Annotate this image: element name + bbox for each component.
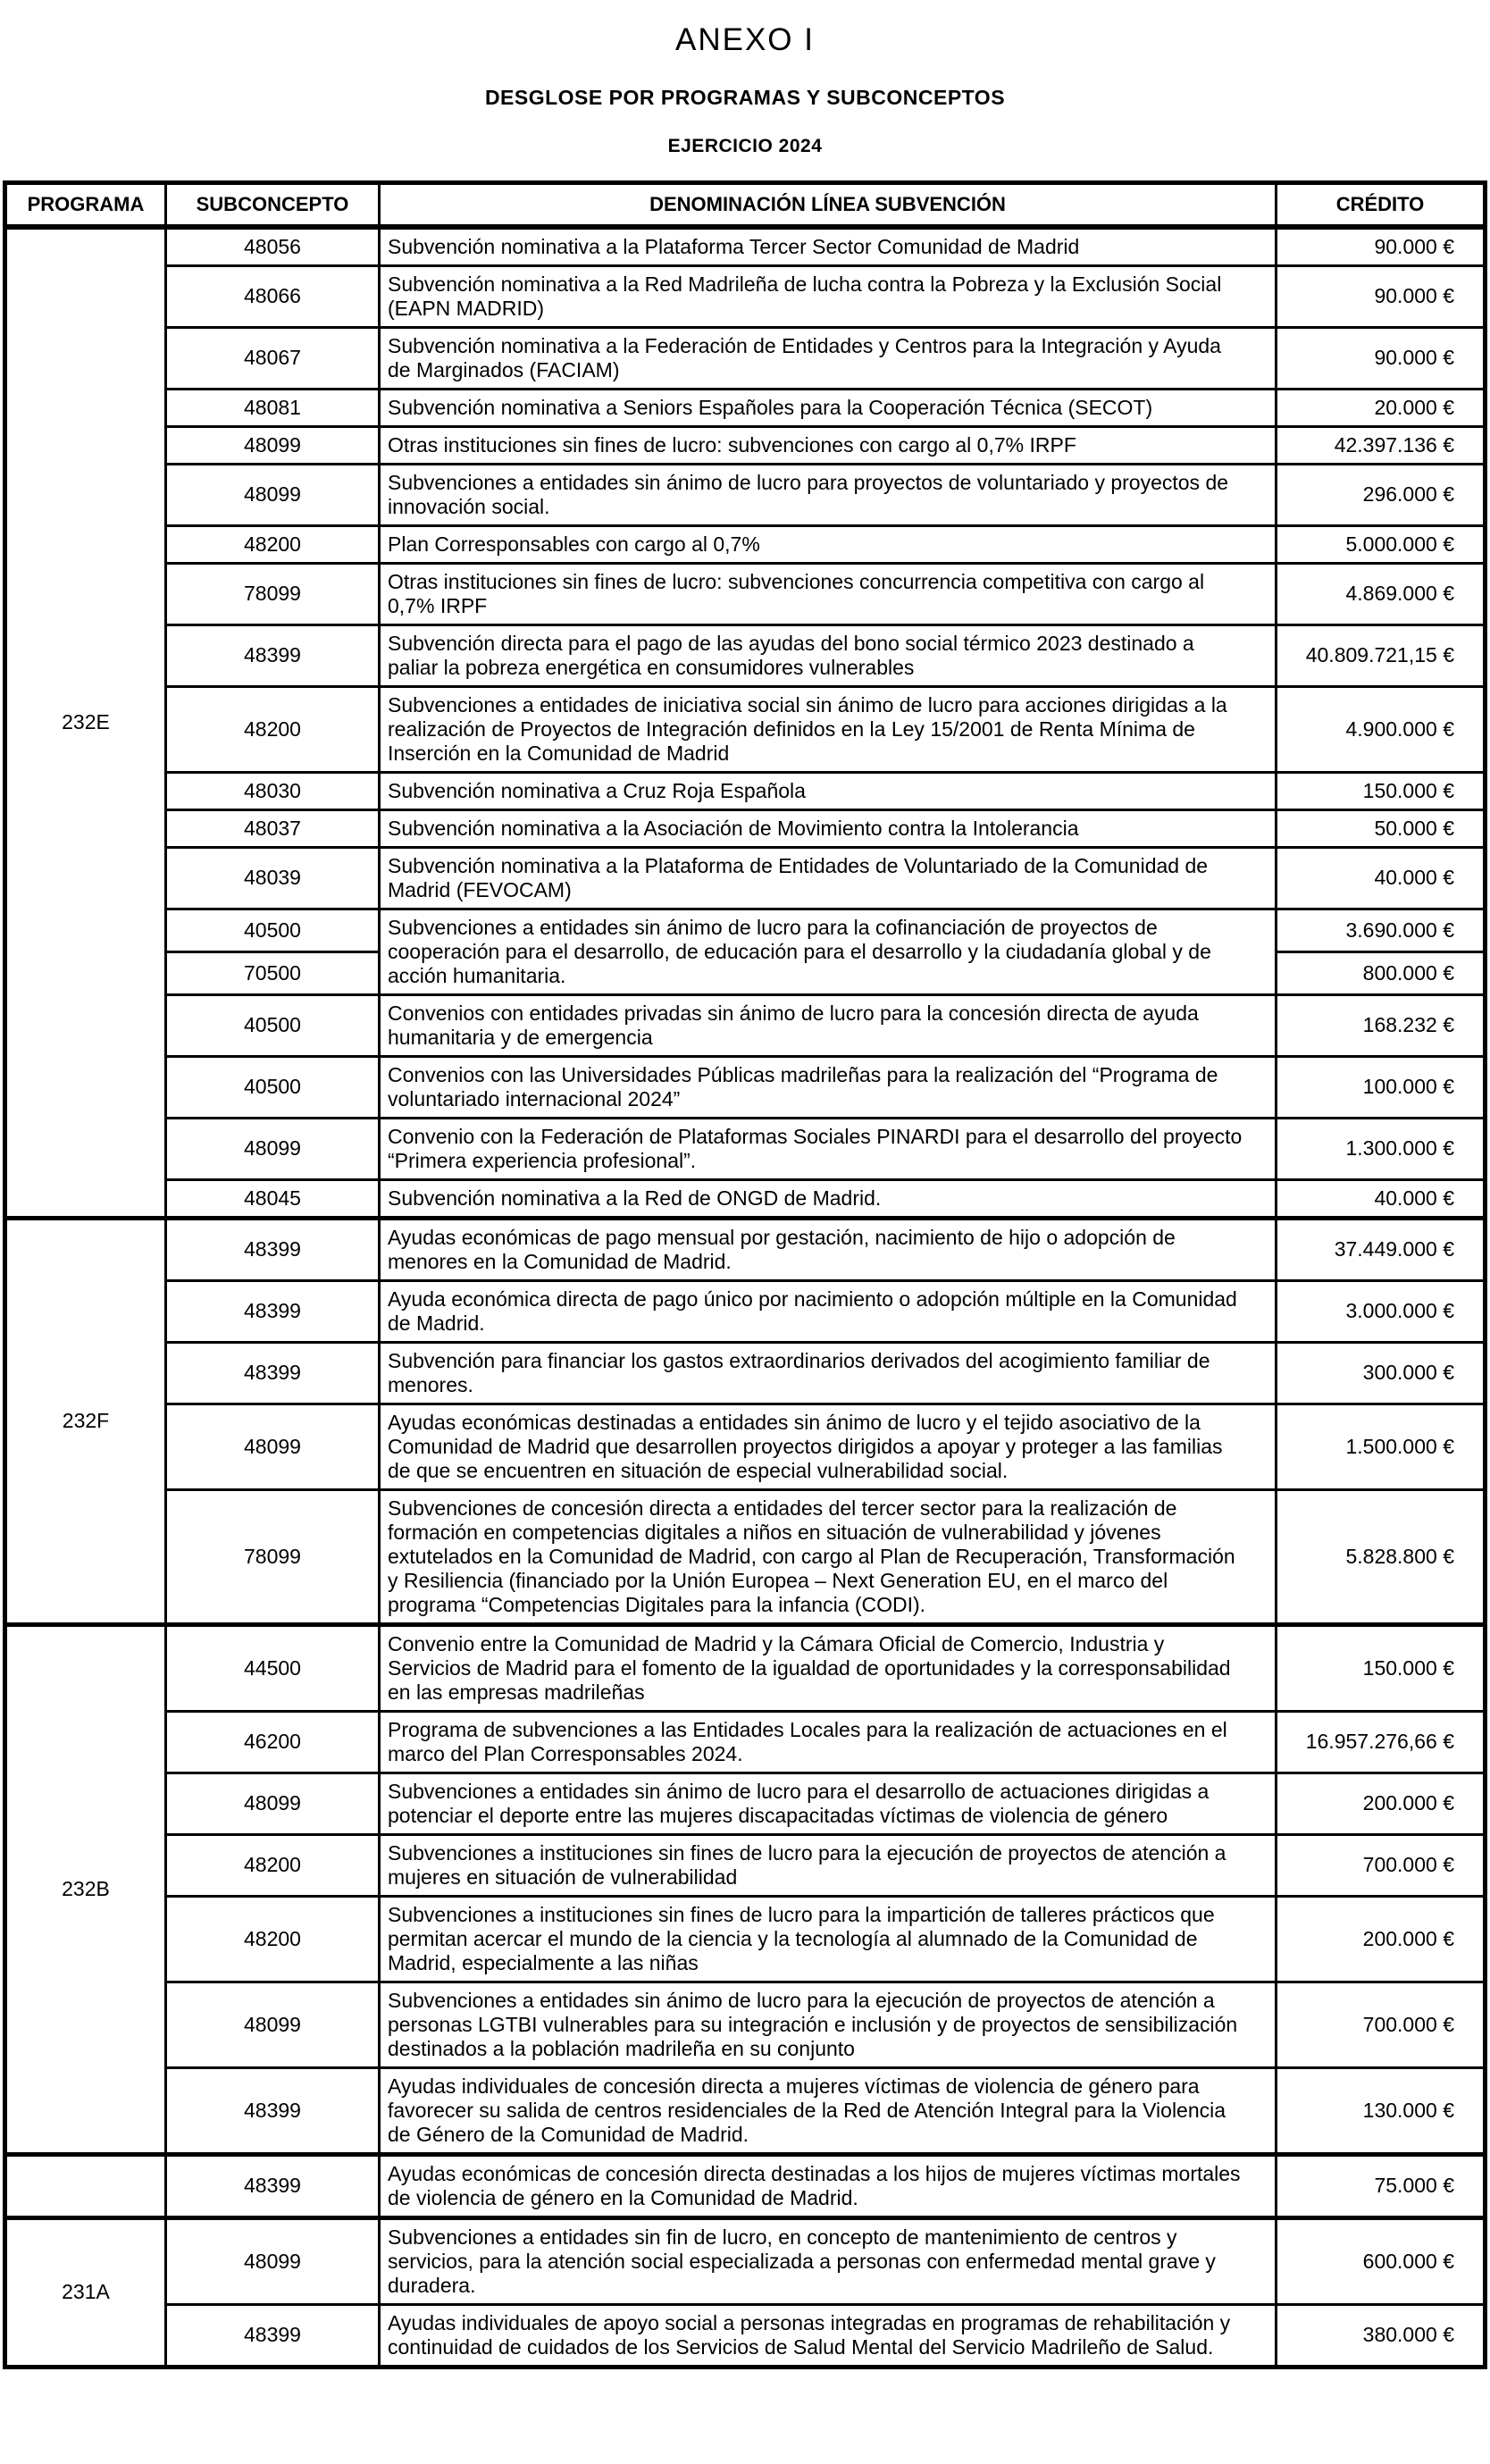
- denominacion-cell: Subvenciones de concesión directa a entidades del tercer sector para la realización de formación en competencias digitales a niños en situación de vulnerabilidad y jóvenes extutelados en la Comunidad de Madrid, con cargo al Plan de Recuperación, Transformación y Resiliencia (financiado por la Unión Europea – Next Generation EU, en el marco del programa “Competencias Digitales para la infancia (CODI).: [380, 1489, 1277, 1624]
- table-header: [5, 182, 1486, 227]
- subconcepto-cell: 48099: [166, 426, 380, 464]
- subconcepto-cell: 44500: [166, 1624, 380, 1711]
- table-row: [5, 1404, 1486, 1489]
- denominacion-cell: Convenios con las Universidades Públicas madrileñas para la realización del “Programa de voluntariado internacional 2024”: [380, 1056, 1277, 1118]
- denominacion-cell: Subvención para financiar los gastos extraordinarios derivados del acogimiento familiar de menores.: [380, 1342, 1277, 1404]
- subconcepto-cell: 48399: [166, 2304, 380, 2367]
- table-row: [5, 1280, 1486, 1342]
- credito-cell: 100.000 €: [1277, 1056, 1486, 1118]
- denominacion-cell: Subvenciones a entidades sin fin de lucro, en concepto de mantenimiento de centros y servicios, para la atención social especializada a personas con enfermedad mental grave y duradera.: [380, 2217, 1277, 2304]
- table-row: [5, 2067, 1486, 2154]
- credito-cell: 37.449.000 €: [1277, 1218, 1486, 1280]
- credito-cell: 3.690.000 €: [1277, 909, 1486, 951]
- subconcepto-cell: 48067: [166, 327, 380, 389]
- page-subtitle: DESGLOSE POR PROGRAMAS Y SUBCONCEPTOS: [484, 85, 1006, 109]
- denominacion-cell: Ayuda económica directa de pago único por nacimiento o adopción múltiple en la Comunidad de Madrid.: [380, 1280, 1277, 1342]
- subconcepto-cell: 48399: [166, 1218, 380, 1280]
- table-row: [5, 389, 1486, 426]
- credito-cell: 1.500.000 €: [1277, 1404, 1486, 1489]
- credito-cell: 600.000 €: [1277, 2217, 1486, 2304]
- denominacion-cell: Subvención nominativa a Cruz Roja Española: [380, 772, 1277, 809]
- subconcepto-cell: 48200: [166, 525, 380, 563]
- credito-cell: 150.000 €: [1277, 772, 1486, 809]
- programa-cell: 232E: [5, 227, 166, 1219]
- subconcepto-cell: 48099: [166, 464, 380, 525]
- credito-cell: 90.000 €: [1277, 265, 1486, 327]
- table-row: [5, 909, 1486, 951]
- credito-cell: 42.397.136 €: [1277, 426, 1486, 464]
- denominacion-cell: Plan Corresponsables con cargo al 0,7%: [380, 525, 1277, 563]
- table-row: [5, 525, 1486, 563]
- denominacion-cell: Subvención nominativa a la Federación de Entidades y Centros para la Integración y Ayuda de Marginados (FACIAM): [380, 327, 1277, 389]
- subconcepto-cell: 46200: [166, 1711, 380, 1773]
- table-row: [5, 327, 1486, 389]
- header-denominacion: DENOMINACIÓN LÍNEA SUBVENCIÓN: [380, 182, 1277, 227]
- subconcepto-cell: 48066: [166, 265, 380, 327]
- denominacion-cell: Convenio con la Federación de Plataformas Sociales PINARDI para el desarrollo del proyecto “Primera experiencia profesional”.: [380, 1118, 1277, 1179]
- table-row: [5, 426, 1486, 464]
- subconcepto-cell: 48200: [166, 1834, 380, 1896]
- credito-cell: 1.300.000 €: [1277, 1118, 1486, 1179]
- subconcepto-cell: 48081: [166, 389, 380, 426]
- table-row: [5, 686, 1486, 772]
- credito-cell: 800.000 €: [1277, 951, 1486, 994]
- table-row: [5, 227, 1486, 266]
- subconcepto-cell: 48399: [166, 624, 380, 686]
- table-row: [5, 1056, 1486, 1118]
- table-row: [5, 1773, 1486, 1834]
- denominacion-cell: Ayudas individuales de apoyo social a personas integradas en programas de rehabilitación y continuidad de cuidados de los Servicios de Salud Mental del Servicio Madrileño de Salud.: [380, 2304, 1277, 2367]
- subconcepto-cell: 48039: [166, 847, 380, 909]
- subconcepto-cell: 78099: [166, 1489, 380, 1624]
- subconcepto-cell: 48099: [166, 2217, 380, 2304]
- table-row: [5, 1624, 1486, 1711]
- denominacion-cell: Subvención nominativa a la Plataforma Tercer Sector Comunidad de Madrid: [380, 227, 1277, 266]
- denominacion-cell: Subvenciones a instituciones sin fines de lucro para la ejecución de proyectos de atención a mujeres en situación de vulnerabilidad: [380, 1834, 1277, 1896]
- table-row: [5, 772, 1486, 809]
- credito-cell: 40.809.721,15 €: [1277, 624, 1486, 686]
- subconcepto-cell: 48399: [166, 2067, 380, 2154]
- credito-cell: 90.000 €: [1277, 327, 1486, 389]
- table-row: [5, 2304, 1486, 2367]
- credito-cell: 380.000 €: [1277, 2304, 1486, 2367]
- table-row: [5, 847, 1486, 909]
- credito-cell: 200.000 €: [1277, 1896, 1486, 1982]
- table-row: [5, 464, 1486, 525]
- header-credito: CRÉDITO: [1277, 182, 1486, 227]
- subconcepto-cell: 48399: [166, 1280, 380, 1342]
- denominacion-cell: Convenio entre la Comunidad de Madrid y la Cámara Oficial de Comercio, Industria y Servicios de Madrid para el fomento de la igualdad de oportunidades y la corresponsabilidad en las empresas madrileñas: [380, 1624, 1277, 1711]
- denominacion-cell: Subvenciones a entidades sin ánimo de lucro para la ejecución de proyectos de atención a personas LGTBI vulnerables para su integración e inclusión y de proyectos de sensibilización destinados a la población madrileña en su conjunto: [380, 1982, 1277, 2067]
- credito-cell: 700.000 €: [1277, 1834, 1486, 1896]
- table-row: [5, 1179, 1486, 1218]
- credito-cell: 150.000 €: [1277, 1624, 1486, 1711]
- table-row: [5, 2217, 1486, 2304]
- denominacion-cell: Subvenciones a instituciones sin fines de lucro para la impartición de talleres prácticos que permitan acercar el mundo de la ciencia y la tecnología al alumnado de la Comunidad de Madrid, especialmente a las niñas: [380, 1896, 1277, 1982]
- subconcepto-cell: 48045: [166, 1179, 380, 1218]
- subconcepto-cell: 48099: [166, 1404, 380, 1489]
- subconcepto-cell: 40500: [166, 994, 380, 1056]
- credito-cell: 5.828.800 €: [1277, 1489, 1486, 1624]
- denominacion-cell: Ayudas económicas de pago mensual por gestación, nacimiento de hijo o adopción de menores en la Comunidad de Madrid.: [380, 1218, 1277, 1280]
- credito-cell: 4.869.000 €: [1277, 563, 1486, 624]
- credito-cell: 130.000 €: [1277, 2067, 1486, 2154]
- table-row: [5, 1834, 1486, 1896]
- subconcepto-cell: 48399: [166, 2154, 380, 2217]
- credito-cell: 300.000 €: [1277, 1342, 1486, 1404]
- credito-cell: 3.000.000 €: [1277, 1280, 1486, 1342]
- table-row: [5, 563, 1486, 624]
- credito-cell: 40.000 €: [1277, 1179, 1486, 1218]
- table-row: [5, 1218, 1486, 1280]
- subconcepto-cell: 70500: [166, 951, 380, 994]
- denominacion-cell: Subvención directa para el pago de las ayudas del bono social térmico 2023 destinado a paliar la pobreza energética en consumidores vulnerables: [380, 624, 1277, 686]
- subconcepto-cell: 48099: [166, 1982, 380, 2067]
- table-row: [5, 994, 1486, 1056]
- denominacion-cell: Subvención nominativa a la Red Madrileña de lucha contra la Pobreza y la Exclusión Social (EAPN MADRID): [380, 265, 1277, 327]
- subconcepto-cell: 48399: [166, 1342, 380, 1404]
- credito-cell: 50.000 €: [1277, 809, 1486, 847]
- denominacion-cell: Subvención nominativa a la Asociación de Movimiento contra la Intolerancia: [380, 809, 1277, 847]
- denominacion-cell: Ayudas económicas destinadas a entidades sin ánimo de lucro y el tejido asociativo de la Comunidad de Madrid que desarrollen proyectos dirigidos a apoyar y proteger a las familias de que se encuentren en situación de especial vulnerabilidad social.: [380, 1404, 1277, 1489]
- table-header-row: [5, 182, 1486, 227]
- table-row: [5, 265, 1486, 327]
- credito-cell: 5.000.000 €: [1277, 525, 1486, 563]
- subconcepto-cell: 48099: [166, 1773, 380, 1834]
- credito-cell: 40.000 €: [1277, 847, 1486, 909]
- table-row: [5, 809, 1486, 847]
- subconcepto-cell: 40500: [166, 909, 380, 951]
- denominacion-cell: Subvención nominativa a Seniors Españoles para la Cooperación Técnica (SECOT): [380, 389, 1277, 426]
- denominacion-cell: Subvenciones a entidades sin ánimo de lucro para proyectos de voluntariado y proyectos de innovación social.: [380, 464, 1277, 525]
- table-row: [5, 1982, 1486, 2067]
- denominacion-cell: Subvenciones a entidades de iniciativa social sin ánimo de lucro para acciones dirigidas a la realización de Proyectos de Integración definidos en la Ley 15/2001 de Renta Mínima de Inserción en la Comunidad de Madrid: [380, 686, 1277, 772]
- subconcepto-cell: 48030: [166, 772, 380, 809]
- table-row: [5, 1896, 1486, 1982]
- denominacion-cell: Ayudas económicas de concesión directa destinadas a los hijos de mujeres víctimas mortales de violencia de género en la Comunidad de Madrid.: [380, 2154, 1277, 2217]
- denominacion-cell: Programa de subvenciones a las Entidades Locales para la realización de actuaciones en el marco del Plan Corresponsables 2024.: [380, 1711, 1277, 1773]
- programa-cell: [5, 2154, 166, 2217]
- credito-cell: 90.000 €: [1277, 227, 1486, 266]
- denominacion-cell: Subvención nominativa a la Plataforma de Entidades de Voluntariado de la Comunidad de Madrid (FEVOCAM): [380, 847, 1277, 909]
- subconcepto-cell: 48099: [166, 1118, 380, 1179]
- denominacion-cell: Subvenciones a entidades sin ánimo de lucro para el desarrollo de actuaciones dirigidas a potenciar el deporte entre las mujeres discapacitadas víctimas de violencia de género: [380, 1773, 1277, 1834]
- denominacion-cell: Convenios con entidades privadas sin ánimo de lucro para la concesión directa de ayuda humanitaria y de emergencia: [380, 994, 1277, 1056]
- programa-cell: 231A: [5, 2217, 166, 2367]
- table-row: [5, 1342, 1486, 1404]
- credito-cell: 20.000 €: [1277, 389, 1486, 426]
- subconcepto-cell: 48056: [166, 227, 380, 266]
- credito-cell: 700.000 €: [1277, 1982, 1486, 2067]
- table-row: [5, 1489, 1486, 1624]
- credito-cell: 168.232 €: [1277, 994, 1486, 1056]
- credito-cell: 75.000 €: [1277, 2154, 1486, 2217]
- denominacion-cell: Otras instituciones sin fines de lucro: subvenciones con cargo al 0,7% IRPF: [380, 426, 1277, 464]
- page-exercise-year: EJERCICIO 2024: [667, 135, 823, 156]
- header-programa: PROGRAMA: [5, 182, 166, 227]
- programa-cell: 232F: [5, 1218, 166, 1624]
- table-body: [5, 227, 1486, 2368]
- table-row: [5, 2154, 1486, 2217]
- credito-cell: 296.000 €: [1277, 464, 1486, 525]
- header-subconcepto: SUBCONCEPTO: [166, 182, 380, 227]
- subconcepto-cell: 48200: [166, 686, 380, 772]
- credito-cell: 16.957.276,66 €: [1277, 1711, 1486, 1773]
- subconcepto-cell: 78099: [166, 563, 380, 624]
- programa-cell: 232B: [5, 1624, 166, 2154]
- subconcepto-cell: 48200: [166, 1896, 380, 1982]
- denominacion-cell: Subvenciones a entidades sin ánimo de lucro para la cofinanciación de proyectos de cooperación para el desarrollo, de educación para el desarrollo y la ciudadanía global y de acción humanitaria.: [380, 909, 1277, 994]
- table-row: [5, 1118, 1486, 1179]
- subconcepto-cell: 48037: [166, 809, 380, 847]
- credito-cell: 4.900.000 €: [1277, 686, 1486, 772]
- table-row: [5, 1711, 1486, 1773]
- subconcepto-cell: 40500: [166, 1056, 380, 1118]
- denominacion-cell: Otras instituciones sin fines de lucro: subvenciones concurrencia competitiva con cargo al 0,7% IRPF: [380, 563, 1277, 624]
- page-title: ANEXO I: [675, 22, 815, 57]
- denominacion-cell: Ayudas individuales de concesión directa a mujeres víctimas de violencia de género para favorecer su salida de centros residenciales de la Red de Atención Integral para la Violencia de Género de la Comunidad de Madrid.: [380, 2067, 1277, 2154]
- budget-table: [3, 180, 1487, 2369]
- table-row: [5, 624, 1486, 686]
- credito-cell: 200.000 €: [1277, 1773, 1486, 1834]
- denominacion-cell: Subvención nominativa a la Red de ONGD de Madrid.: [380, 1179, 1277, 1218]
